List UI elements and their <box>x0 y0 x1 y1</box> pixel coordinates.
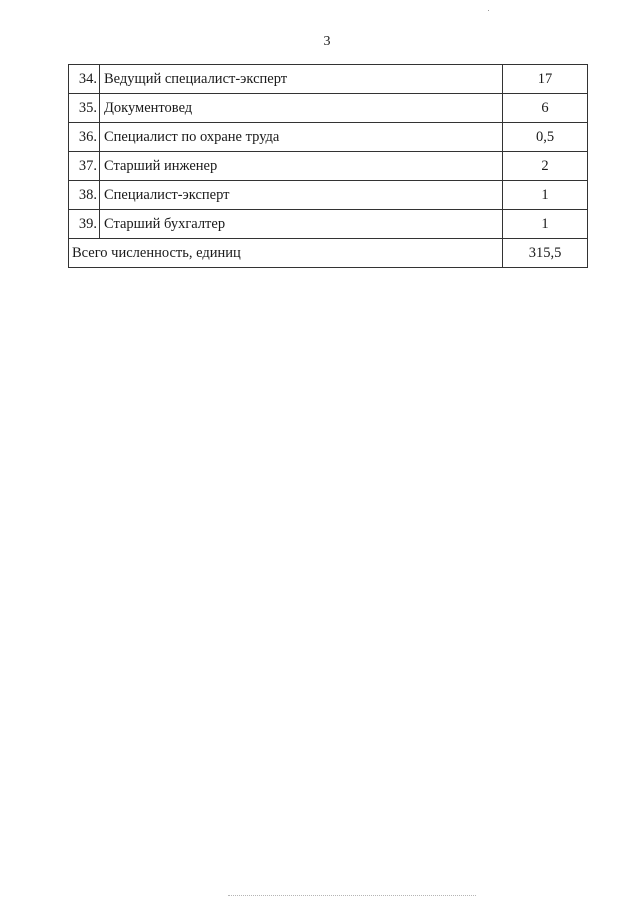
page-number: 3 <box>323 34 331 49</box>
position-name: Старший инженер <box>100 152 503 181</box>
position-quantity: 6 <box>503 94 588 123</box>
table-row <box>69 65 588 94</box>
row-number: 36. <box>69 123 100 152</box>
position-name: Специалист-эксперт <box>100 181 503 210</box>
row-number: 38. <box>69 181 100 210</box>
total-quantity: 315,5 <box>503 239 588 268</box>
position-quantity: 1 <box>503 210 588 239</box>
row-number: 34. <box>69 65 100 94</box>
table-row <box>69 210 588 239</box>
total-row <box>69 239 588 268</box>
position-quantity: 0,5 <box>503 123 588 152</box>
scan-speck <box>488 10 489 11</box>
position-name: Документовед <box>100 94 503 123</box>
staffing-table <box>68 64 588 268</box>
position-name: Специалист по охране труда <box>100 123 503 152</box>
scan-artifact-line <box>228 895 476 897</box>
row-number: 35. <box>69 94 100 123</box>
position-quantity: 17 <box>503 65 588 94</box>
position-name: Старший бухгалтер <box>100 210 503 239</box>
table-row <box>69 181 588 210</box>
row-number: 37. <box>69 152 100 181</box>
row-number: 39. <box>69 210 100 239</box>
table-row <box>69 123 588 152</box>
table-row <box>69 152 588 181</box>
table-row <box>69 94 588 123</box>
position-quantity: 1 <box>503 181 588 210</box>
position-name: Ведущий специалист-эксперт <box>100 65 503 94</box>
total-label: Всего численность, единиц <box>69 239 503 268</box>
position-quantity: 2 <box>503 152 588 181</box>
